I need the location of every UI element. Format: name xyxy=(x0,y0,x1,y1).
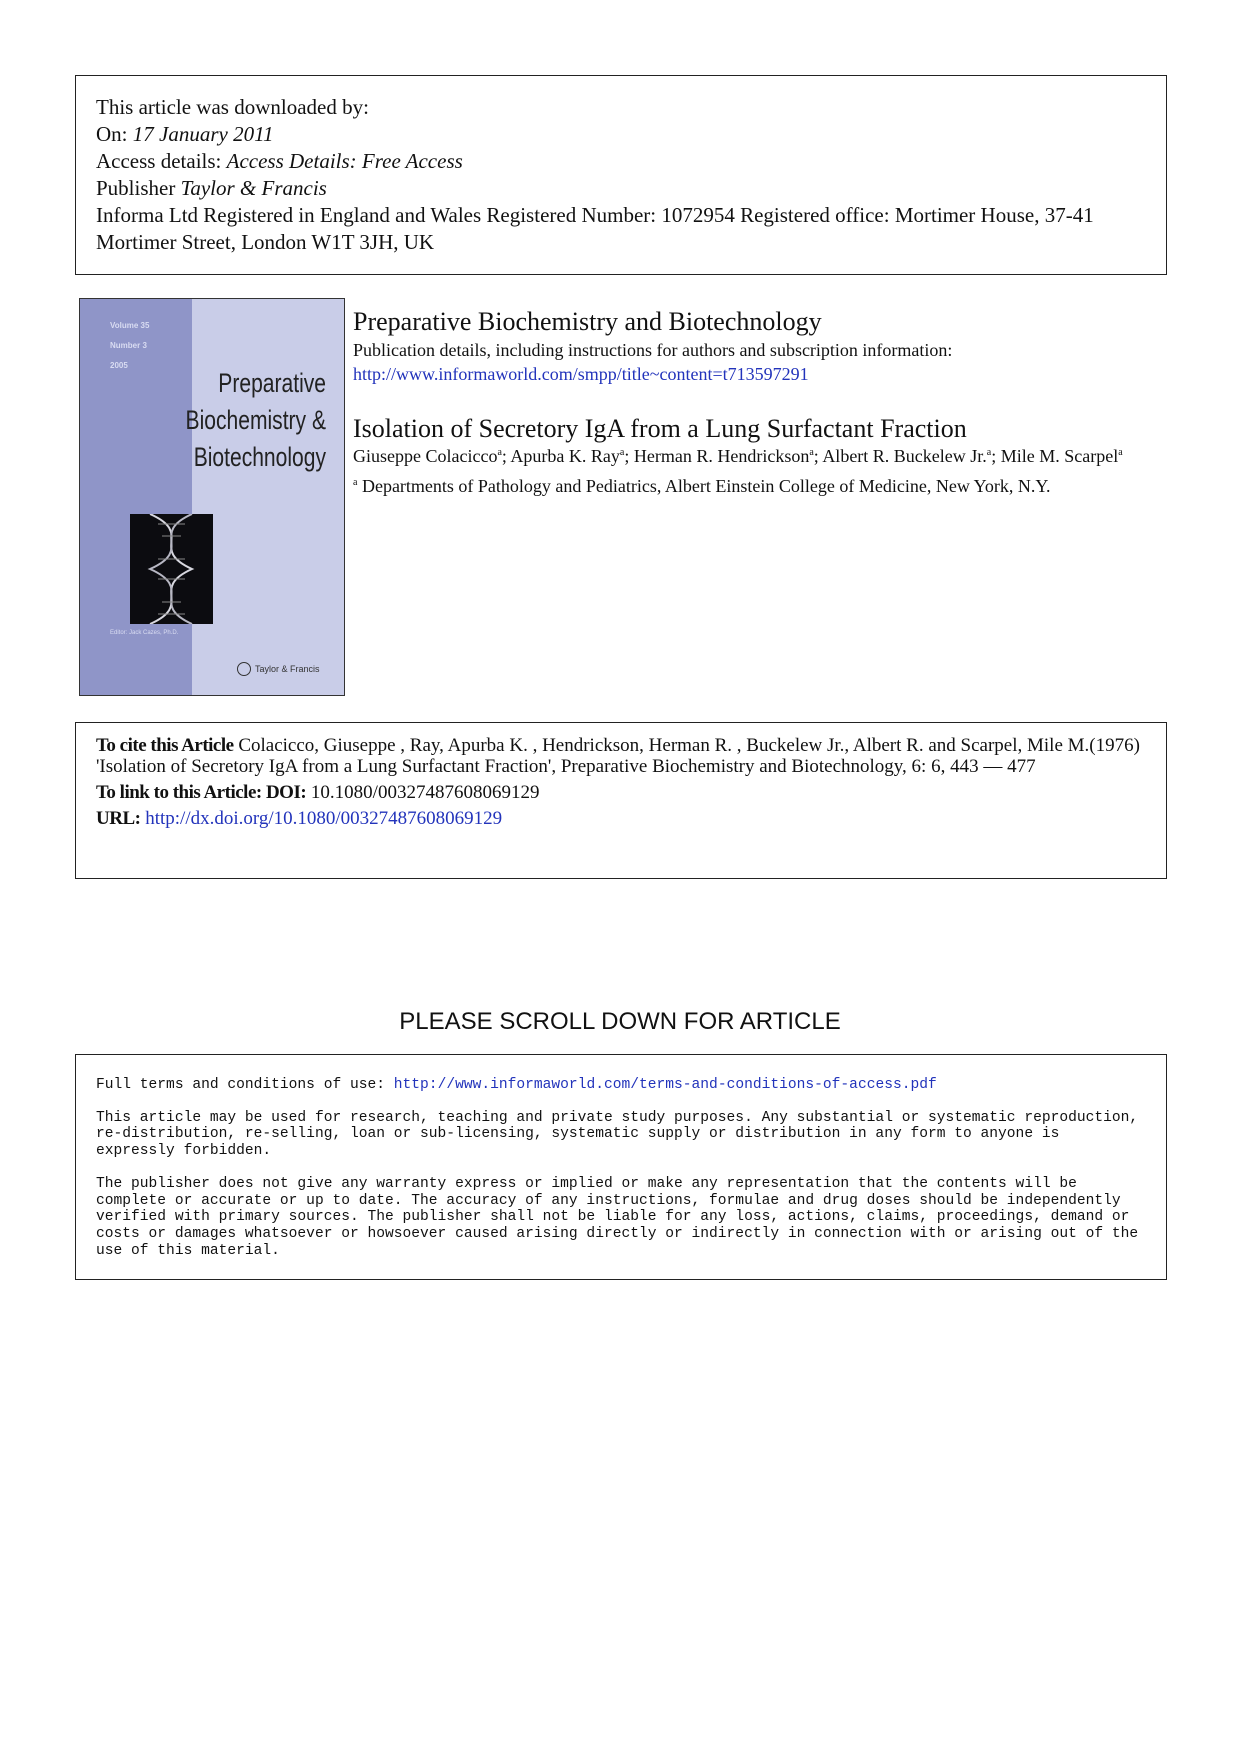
author-name: Apurba K. Ray xyxy=(510,446,620,466)
cite-this-article xyxy=(96,735,1146,777)
author-name: Herman R. Hendrickson xyxy=(633,446,810,466)
author-affiliation-marker: a xyxy=(986,447,992,458)
access-details-row xyxy=(96,148,1146,175)
download-date-row xyxy=(96,121,1146,148)
terms-box xyxy=(75,1054,1167,1280)
cite-label: To cite this Article xyxy=(96,735,234,756)
download-info-box xyxy=(75,75,1167,275)
author-name: Mile M. Scarpel xyxy=(1000,446,1119,466)
author-name: Giuseppe Colacicco xyxy=(353,446,498,466)
dna-helix-image xyxy=(130,514,213,624)
cover-volume: Volume 35 xyxy=(110,321,150,330)
author-affiliation-marker: a xyxy=(619,447,625,458)
access-details-label: Access details: xyxy=(96,149,222,173)
author-affiliation-marker: a xyxy=(1118,447,1123,458)
journal-title: Preparative Biochemistry and Biotechnology xyxy=(353,307,822,336)
terms-url-link[interactable]: http://www.informaworld.com/terms-and-conditions-of-access.pdf xyxy=(393,1077,937,1093)
url-label: URL: xyxy=(96,808,141,829)
doi-url-link[interactable]: http://dx.doi.org/10.1080/00327487608069129 xyxy=(145,808,503,829)
cover-title-line-2: Biochemistry & xyxy=(185,405,326,435)
publisher-label: Publisher xyxy=(96,176,176,200)
article-title: Isolation of Secretory IgA from a Lung Surfactant Fraction xyxy=(353,414,967,443)
doi-value: 10.1080/00327487608069129 xyxy=(310,782,540,803)
author-name: Albert R. Buckelew Jr. xyxy=(822,446,987,466)
journal-article-info xyxy=(353,306,1153,498)
citation-box xyxy=(75,722,1167,879)
access-details-value: Access Details: Free Access xyxy=(226,149,463,173)
article-authors: Giuseppe Colacicco$^a$; Apurba K. Ray$^a$; Herman R. Hendrickson$^a$; Albert R. Buckelew Jr.$^a$; Mile M. Scarpel$^a$ xyxy=(353,446,1123,466)
taylor-francis-logo-icon xyxy=(237,662,251,676)
doi-label: To link to this Article: DOI: xyxy=(96,782,307,803)
cover-title xyxy=(131,365,326,476)
publisher-value: Taylor & Francis xyxy=(180,176,327,200)
cover-title-line-1: Preparative xyxy=(218,368,326,398)
downloaded-by-text: This article was downloaded by: xyxy=(96,95,369,119)
doi-row xyxy=(96,782,1146,803)
journal-cover-image xyxy=(79,298,345,696)
url-row xyxy=(96,808,1146,829)
terms-paragraph-disclaimer: The publisher does not give any warranty express or implied or make any representation that the contents will be complete or accurate or up to date. The accuracy of any instructions, formulae and drug doses should be independently verified with primary sources. The publisher shall not be liable for any loss, actions, claims, proceedings, demand or costs or damages whatsoever or howsoever caused arising directly or indirectly in connection with or arising out of the use of this material. xyxy=(96,1175,1139,1259)
terms-label: Full terms and conditions of use: xyxy=(96,1077,386,1093)
taylor-francis-logo xyxy=(237,662,320,676)
journal-description: Publication details, including instructions for authors and subscription information: xyxy=(353,340,953,360)
registered-office-text: Informa Ltd Registered in England and Wales Registered Number: 1072954 Registered office: Mortimer House, 37-41 Mortimer Street, London W1T 3JH, UK xyxy=(96,203,1094,254)
cite-text: Colacicco, Giuseppe , Ray, Apurba K. , Hendrickson, Herman R. , Buckelew Jr., Albert R. and Scarpel, Mile M.(1976) 'Isolation of Secretory IgA from a Lung Surfactant Fraction', Preparative Biochemistry and Biotechnology, 6: 6, 443 — 477 xyxy=(96,735,1140,777)
affiliation-text: Departments of Pathology and Pediatrics, Albert Einstein College of Medicine, New York, N.Y. xyxy=(361,476,1051,496)
cover-editor: Editor: Jack Cazes, Ph.D. xyxy=(110,630,179,636)
cover-number: Number 3 xyxy=(110,341,147,350)
taylor-francis-logo-text: Taylor & Francis xyxy=(255,664,320,674)
terms-full-row xyxy=(96,1077,1146,1094)
affiliation-marker: a xyxy=(353,477,358,488)
download-date-value: 17 January 2011 xyxy=(132,122,274,146)
cover-year: 2005 xyxy=(110,361,128,370)
author-affiliation-marker: a xyxy=(497,447,502,458)
journal-url-link[interactable]: http://www.informaworld.com/smpp/title~content=t713597291 xyxy=(353,364,809,384)
download-date-label: On: xyxy=(96,122,128,146)
publisher-row xyxy=(96,175,1146,202)
author-affiliation-marker: a xyxy=(809,447,814,458)
cover-title-line-3: Biotechnology xyxy=(193,442,326,472)
author-affiliation xyxy=(353,474,1153,498)
scroll-down-notice: PLEASE SCROLL DOWN FOR ARTICLE xyxy=(399,1008,841,1035)
terms-paragraph-usage: This article may be used for research, teaching and private study purposes. Any substantial or systematic reproduction, re-distribution, re-selling, loan or sub-licensing, systematic supply or distribution in any form to anyone is expressly forbidden. xyxy=(96,1109,1139,1160)
